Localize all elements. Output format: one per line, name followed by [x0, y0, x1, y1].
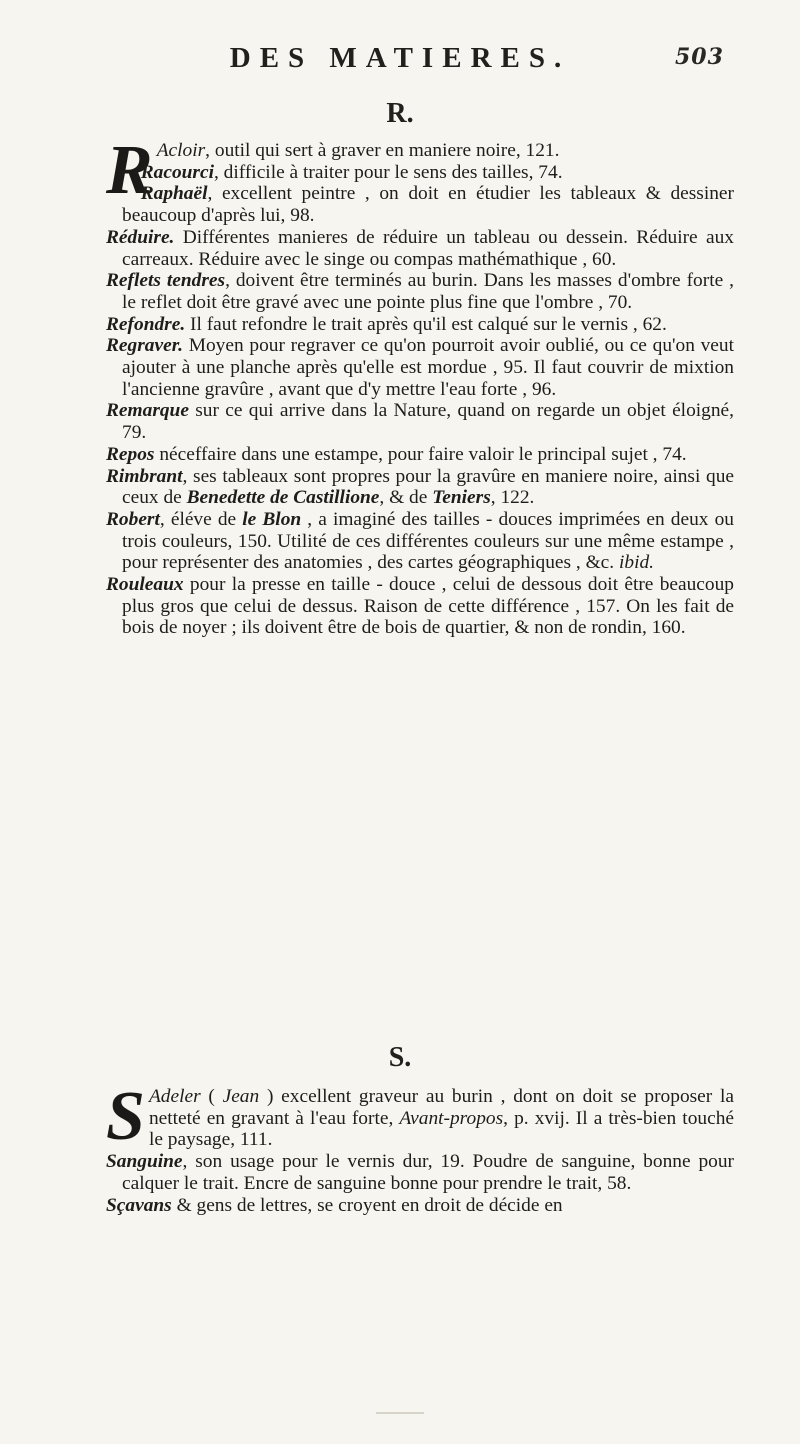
entry-text: , éléve de — [159, 508, 243, 530]
entry-term: Adeler — [148, 1086, 201, 1107]
page-edge-mark — [376, 1412, 424, 1414]
entry-term-secondary: Jean — [222, 1086, 260, 1107]
entry-term: Racourci — [140, 161, 214, 183]
entry-term: Regraver. — [106, 335, 184, 357]
index-entry — [106, 1151, 734, 1194]
entry-term: Refondre. — [106, 313, 186, 335]
entry-text: Moyen pour regraver ce qu'on pourroit avoir oublié, ou ce qu'on veut ajouter à une planche après qu'elle est mordue , 95. Il faut couvrir de mixtion l'ancienne gravûre , avant que d'y mettre l'eau forte , 96. — [122, 335, 734, 400]
entry-term-tertiary: Avant-propos — [399, 1107, 504, 1129]
entry-term: Robert — [106, 508, 160, 530]
index-entry — [106, 509, 734, 574]
entry-term-tertiary: Teniers — [432, 487, 491, 509]
folio-number: 503 — [675, 44, 724, 70]
entry-text-tail: , 122. — [490, 487, 535, 509]
index-block-s — [106, 1078, 734, 1216]
index-entry — [106, 183, 734, 226]
index-block-r — [106, 132, 734, 639]
drop-cap-s: S — [106, 1078, 145, 1155]
entry-term: Reflets tendres — [106, 270, 226, 292]
entry-text: Différentes manieres de réduire un tableau ou dessein. Réduire aux carreaux. Réduire avec le singe ou compas mathémathique , 60. — [122, 226, 734, 270]
entry-term: Rimbrant — [106, 465, 183, 487]
index-entry — [106, 314, 734, 336]
entry-term-tertiary: ibid. — [618, 552, 654, 574]
entry-term: Sçavans — [106, 1194, 172, 1216]
entry-text: , difficile à traiter pour le sens des tailles, 74. — [213, 161, 563, 183]
index-entry — [106, 1195, 734, 1217]
index-entry — [106, 335, 734, 400]
entry-term: Sanguine — [106, 1151, 183, 1173]
entry-text: ( — [200, 1086, 223, 1107]
entry-text: , outil qui sert à graver en maniere noire, 121. — [205, 140, 560, 161]
entry-text: , son usage pour le vernis dur, 19. Poudre de sanguine, bonne pour calquer le trait. Encre de sanguine bonne pour prendre le trait, 58. — [122, 1151, 734, 1194]
section-heading-s: S. — [388, 1042, 412, 1073]
index-entry — [106, 574, 734, 639]
index-entry — [106, 466, 734, 509]
entry-term: Rouleaux — [106, 574, 184, 596]
drop-cap-r: R — [106, 132, 153, 209]
entry-text: , excellent peintre , on doit en étudier les tableaux & dessiner beaucoup d'après lui, 98. — [122, 183, 734, 227]
index-entry — [106, 227, 734, 270]
entry-text: , ses tableaux sont propres pour la gravûre en maniere noire, ainsi que ceux de — [122, 465, 734, 509]
entry-text: & gens de lettres, se croyent en droit de décide en — [171, 1194, 563, 1216]
entry-text: , doivent être terminés au burin. Dans les masses d'ombre forte , le reflet doit être gravé avec une pointe plus fine que l'ombre , 70. — [122, 270, 734, 313]
entry-term: Raphaël — [140, 183, 208, 205]
entry-text-secondary: , & de — [379, 487, 433, 509]
entry-text-secondary: , a imaginé des tailles - douces imprimées en deux ou trois couleurs, 150. Utilité de ces différentes couleurs sur une même estampe , pour représenter des anatomies , des cartes géographiques , &c. — [122, 508, 734, 574]
entry-text-secondary: ) excellent graveur au burin , dont on doit se proposer la netteté en gravant à l'eau forte, — [148, 1086, 734, 1129]
entry-term: Remarque — [106, 400, 189, 422]
entry-term-secondary: Benedette de Castillione — [186, 487, 380, 509]
entry-text: pour la presse en taille - douce , celui de dessous doit être beaucoup plus gros que celui de dessus. Raison de cette différence , 157. On les fait de bois de noyer ; ils doivent être de bois de quartier, & non de rondin, 160. — [122, 574, 734, 639]
running-header: DES MATIERES. — [229, 42, 571, 74]
entry-term: Repos — [106, 443, 155, 465]
entry-text: néceffaire dans une estampe, pour faire valoir le principal sujet , 74. — [154, 443, 687, 465]
index-entry — [106, 1078, 734, 1155]
section-heading-r: R. — [386, 98, 414, 129]
entry-term-secondary: le Blon — [242, 508, 302, 530]
entry-text-tail: , p. xvij. Il a très-bien touché le paysage, 111. — [148, 1107, 734, 1151]
entry-text: sur ce qui arrive dans la Nature, quand on regarde un objet éloigné, 79. — [122, 400, 734, 444]
index-entry — [106, 444, 734, 466]
index-entry — [106, 162, 734, 184]
entry-term: Réduire. — [106, 226, 175, 248]
index-entry — [106, 270, 734, 313]
entry-text: Il faut refondre le trait après qu'il est calqué sur le vernis , 62. — [185, 313, 667, 335]
index-entry — [106, 400, 734, 443]
entry-term: Acloir — [156, 140, 206, 161]
